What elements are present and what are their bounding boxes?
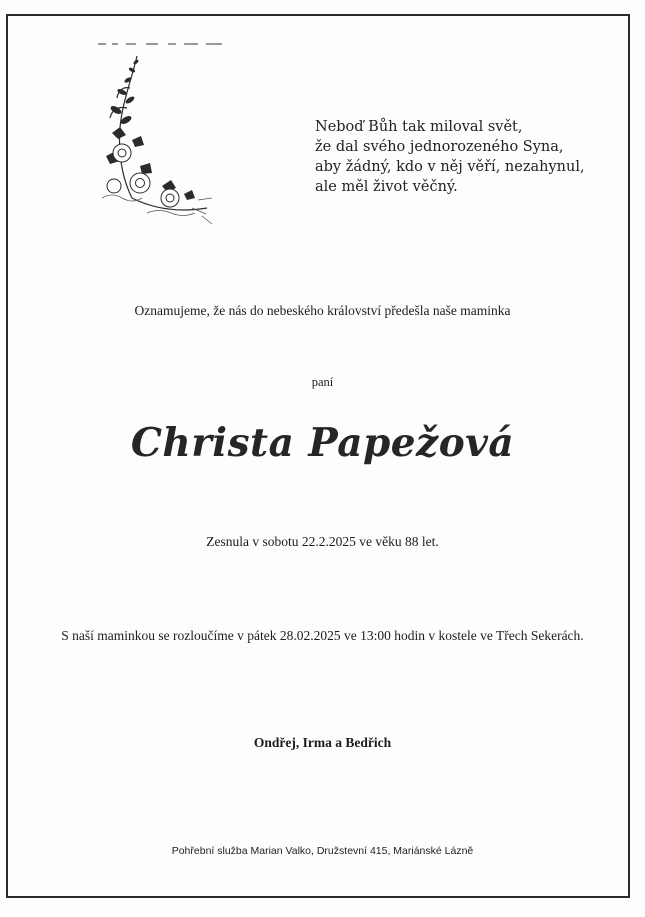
deceased-name: Christa Papežová <box>130 420 515 466</box>
verse-line: že dal svého jednorozeného Syna, <box>315 139 564 155</box>
floral-corner-icon <box>92 48 222 238</box>
funeral-info: S naší maminkou se rozloučíme v pátek 28.02.2025 ve 13:00 hodin v kostele ve Třech Sekerách. <box>61 628 584 643</box>
bible-verse <box>315 117 585 197</box>
funeral-service-footer: Pohřební služba Marian Valko, Družstevní 415, Mariánské Lázně <box>171 845 474 857</box>
death-info: Zesnula v sobotu 22.2.2025 ve věku 88 let. <box>206 534 439 549</box>
scan-speck <box>98 42 224 46</box>
family-signature: Ondřej, Irma a Bedřich <box>253 735 392 750</box>
verse-line: Neboď Bůh tak miloval svět, <box>315 119 523 135</box>
verse-line: ale měl život věčný. <box>315 179 458 195</box>
verse-line: aby žádný, kdo v něj věří, nezahynul, <box>315 159 585 175</box>
title-prefix: paní <box>311 375 334 389</box>
announcement-text: Oznamujeme, že nás do nebeského království předešla naše maminka <box>134 303 511 318</box>
